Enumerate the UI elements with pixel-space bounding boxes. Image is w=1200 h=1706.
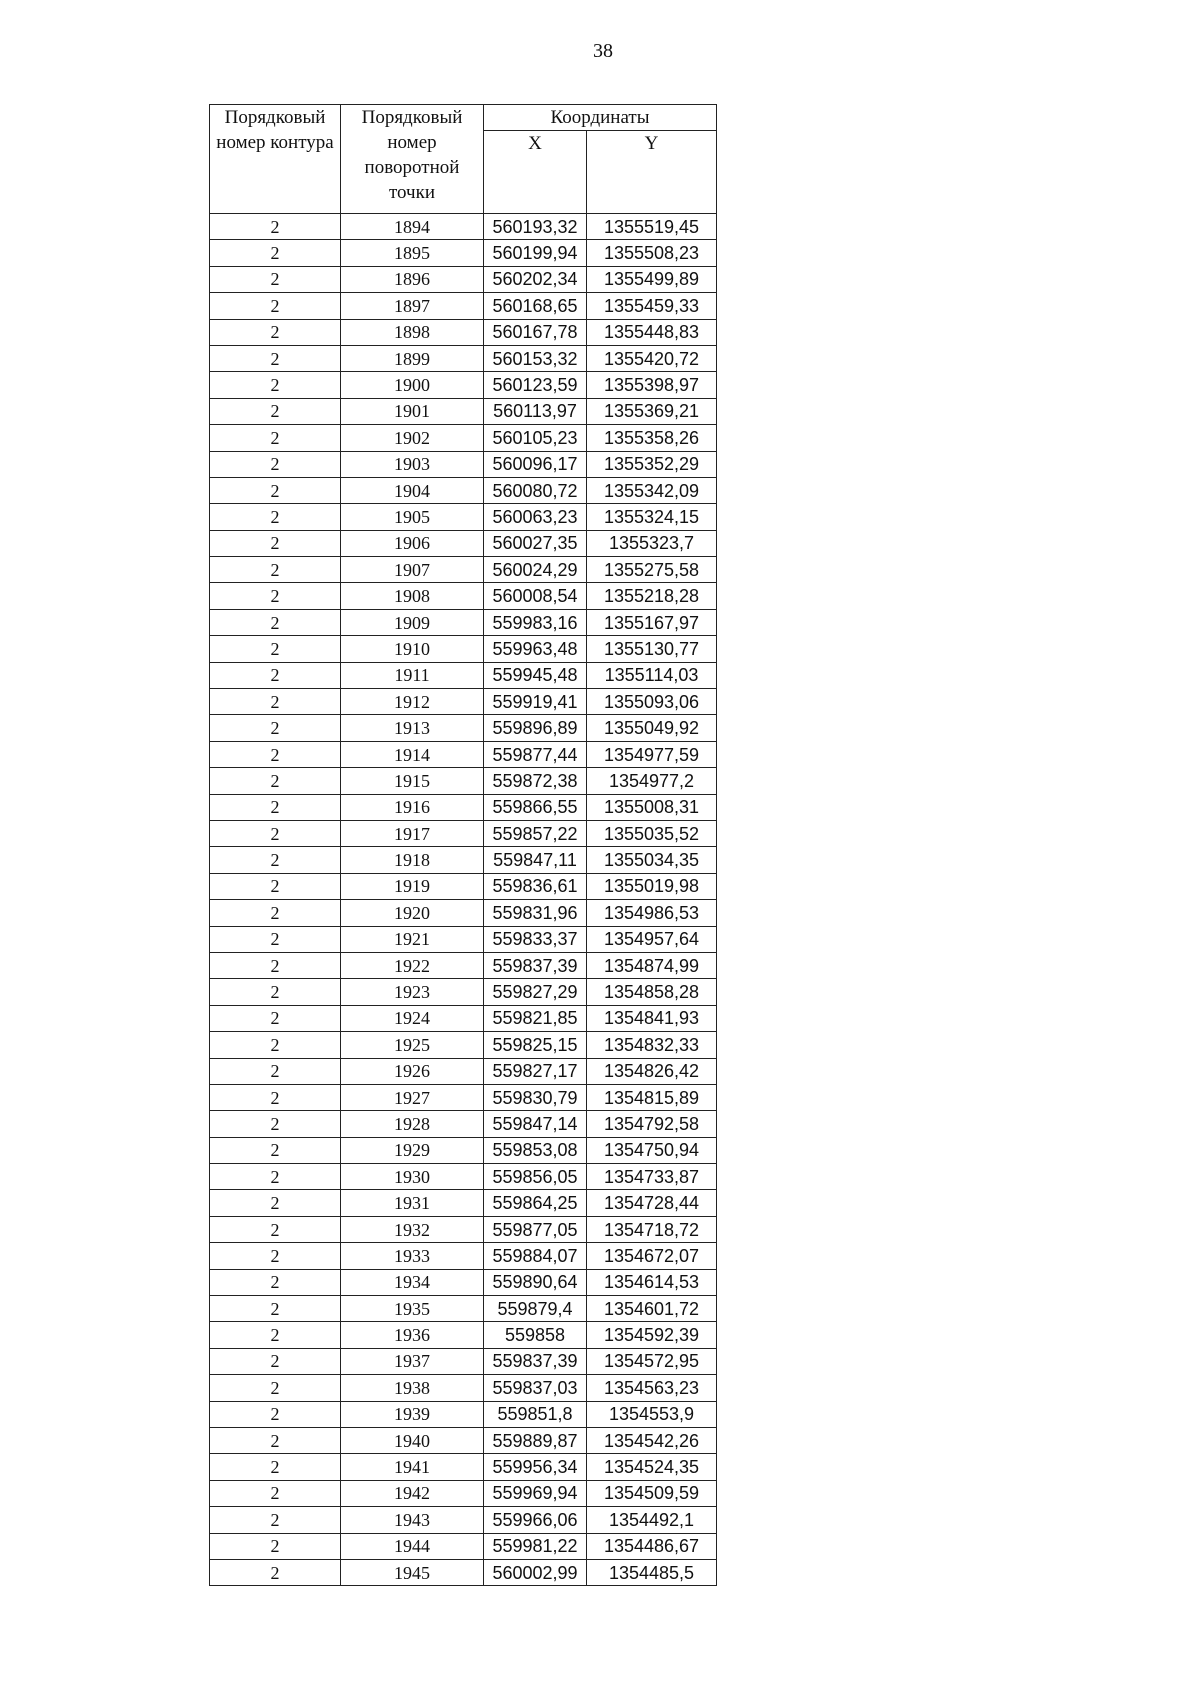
x-cell: 559825,15 xyxy=(484,1032,587,1058)
contour-cell: 2 xyxy=(210,425,341,451)
point-cell: 1908 xyxy=(341,583,484,609)
point-cell: 1914 xyxy=(341,741,484,767)
contour-cell: 2 xyxy=(210,1032,341,1058)
contour-cell: 2 xyxy=(210,1243,341,1269)
point-cell: 1932 xyxy=(341,1216,484,1242)
y-cell: 1355508,23 xyxy=(587,240,717,266)
y-cell: 1355008,31 xyxy=(587,794,717,820)
table-row xyxy=(210,873,717,899)
point-cell: 1939 xyxy=(341,1401,484,1427)
point-cell: 1920 xyxy=(341,900,484,926)
table-row xyxy=(210,926,717,952)
contour-cell: 2 xyxy=(210,530,341,556)
point-cell: 1915 xyxy=(341,768,484,794)
table-row xyxy=(210,979,717,1005)
table-row xyxy=(210,1058,717,1084)
y-cell: 1355167,97 xyxy=(587,609,717,635)
x-cell: 560002,99 xyxy=(484,1559,587,1585)
table-row xyxy=(210,1480,717,1506)
contour-cell: 2 xyxy=(210,1005,341,1031)
table-row xyxy=(210,345,717,371)
point-cell: 1933 xyxy=(341,1243,484,1269)
point-cell: 1943 xyxy=(341,1507,484,1533)
contour-cell: 2 xyxy=(210,1401,341,1427)
contour-cell: 2 xyxy=(210,689,341,715)
table-row xyxy=(210,1084,717,1110)
x-cell: 559879,4 xyxy=(484,1296,587,1322)
point-cell: 1912 xyxy=(341,689,484,715)
contour-cell: 2 xyxy=(210,293,341,319)
y-cell: 1354718,72 xyxy=(587,1216,717,1242)
point-cell: 1937 xyxy=(341,1348,484,1374)
y-cell: 1354815,89 xyxy=(587,1084,717,1110)
y-cell: 1355114,03 xyxy=(587,662,717,688)
y-cell: 1354826,42 xyxy=(587,1058,717,1084)
x-cell: 559858 xyxy=(484,1322,587,1348)
y-cell: 1354841,93 xyxy=(587,1005,717,1031)
y-cell: 1355352,29 xyxy=(587,451,717,477)
x-cell: 559981,22 xyxy=(484,1533,587,1559)
table-row xyxy=(210,1507,717,1533)
table-row xyxy=(210,741,717,767)
coordinates-table xyxy=(209,104,717,1586)
x-cell: 560199,94 xyxy=(484,240,587,266)
y-cell: 1355323,7 xyxy=(587,530,717,556)
contour-cell: 2 xyxy=(210,583,341,609)
x-cell: 559833,37 xyxy=(484,926,587,952)
table-row xyxy=(210,1375,717,1401)
x-cell: 559966,06 xyxy=(484,1507,587,1533)
point-cell: 1940 xyxy=(341,1427,484,1453)
x-cell: 560113,97 xyxy=(484,398,587,424)
y-cell: 1354614,53 xyxy=(587,1269,717,1295)
point-cell: 1945 xyxy=(341,1559,484,1585)
table-row xyxy=(210,900,717,926)
table-body xyxy=(210,214,717,1586)
table-row xyxy=(210,1322,717,1348)
x-cell: 560123,59 xyxy=(484,372,587,398)
x-cell: 559847,11 xyxy=(484,847,587,873)
y-cell: 1355369,21 xyxy=(587,398,717,424)
contour-cell: 2 xyxy=(210,768,341,794)
contour-cell: 2 xyxy=(210,557,341,583)
table-row xyxy=(210,425,717,451)
point-cell: 1919 xyxy=(341,873,484,899)
contour-cell: 2 xyxy=(210,926,341,952)
table-row xyxy=(210,1427,717,1453)
point-cell: 1929 xyxy=(341,1137,484,1163)
x-cell: 559836,61 xyxy=(484,873,587,899)
contour-cell: 2 xyxy=(210,1111,341,1137)
point-cell: 1931 xyxy=(341,1190,484,1216)
y-cell: 1354728,44 xyxy=(587,1190,717,1216)
x-cell: 559969,94 xyxy=(484,1480,587,1506)
y-cell: 1354553,9 xyxy=(587,1401,717,1427)
contour-cell: 2 xyxy=(210,1375,341,1401)
contour-cell: 2 xyxy=(210,372,341,398)
x-cell: 559945,48 xyxy=(484,662,587,688)
contour-cell: 2 xyxy=(210,873,341,899)
y-cell: 1354542,26 xyxy=(587,1427,717,1453)
contour-cell: 2 xyxy=(210,1559,341,1585)
x-cell: 559884,07 xyxy=(484,1243,587,1269)
x-cell: 559837,39 xyxy=(484,952,587,978)
y-cell: 1355049,92 xyxy=(587,715,717,741)
point-cell: 1902 xyxy=(341,425,484,451)
x-cell: 559872,38 xyxy=(484,768,587,794)
point-cell: 1896 xyxy=(341,266,484,292)
y-cell: 1355420,72 xyxy=(587,345,717,371)
point-cell: 1916 xyxy=(341,794,484,820)
x-cell: 559853,08 xyxy=(484,1137,587,1163)
x-cell: 560063,23 xyxy=(484,504,587,530)
y-cell: 1354858,28 xyxy=(587,979,717,1005)
y-cell: 1355019,98 xyxy=(587,873,717,899)
table-row xyxy=(210,1454,717,1480)
x-cell: 559856,05 xyxy=(484,1164,587,1190)
point-cell: 1895 xyxy=(341,240,484,266)
x-cell: 560024,29 xyxy=(484,557,587,583)
y-cell: 1354509,59 xyxy=(587,1480,717,1506)
contour-cell: 2 xyxy=(210,979,341,1005)
x-cell: 560153,32 xyxy=(484,345,587,371)
contour-cell: 2 xyxy=(210,1269,341,1295)
header-point-number: Порядковый номер поворотной точки xyxy=(341,105,484,214)
point-cell: 1918 xyxy=(341,847,484,873)
y-cell: 1355499,89 xyxy=(587,266,717,292)
point-cell: 1935 xyxy=(341,1296,484,1322)
x-cell: 559837,39 xyxy=(484,1348,587,1374)
table-row xyxy=(210,1348,717,1374)
contour-cell: 2 xyxy=(210,1480,341,1506)
x-cell: 559837,03 xyxy=(484,1375,587,1401)
contour-cell: 2 xyxy=(210,1296,341,1322)
point-cell: 1930 xyxy=(341,1164,484,1190)
y-cell: 1355218,28 xyxy=(587,583,717,609)
point-cell: 1906 xyxy=(341,530,484,556)
table-row xyxy=(210,557,717,583)
x-cell: 559830,79 xyxy=(484,1084,587,1110)
point-cell: 1941 xyxy=(341,1454,484,1480)
y-cell: 1354832,33 xyxy=(587,1032,717,1058)
y-cell: 1354563,23 xyxy=(587,1375,717,1401)
point-cell: 1926 xyxy=(341,1058,484,1084)
x-cell: 559831,96 xyxy=(484,900,587,926)
point-cell: 1904 xyxy=(341,477,484,503)
contour-cell: 2 xyxy=(210,319,341,345)
table-row xyxy=(210,1164,717,1190)
contour-cell: 2 xyxy=(210,847,341,873)
table-row xyxy=(210,1111,717,1137)
contour-cell: 2 xyxy=(210,345,341,371)
table-row xyxy=(210,1559,717,1585)
contour-cell: 2 xyxy=(210,1322,341,1348)
contour-cell: 2 xyxy=(210,1427,341,1453)
table-row xyxy=(210,636,717,662)
table-row xyxy=(210,952,717,978)
x-cell: 559889,87 xyxy=(484,1427,587,1453)
point-cell: 1942 xyxy=(341,1480,484,1506)
y-cell: 1355398,97 xyxy=(587,372,717,398)
point-cell: 1899 xyxy=(341,345,484,371)
table-row xyxy=(210,1296,717,1322)
y-cell: 1354750,94 xyxy=(587,1137,717,1163)
contour-cell: 2 xyxy=(210,952,341,978)
table-row xyxy=(210,1401,717,1427)
y-cell: 1355093,06 xyxy=(587,689,717,715)
header-coordinates: Координаты xyxy=(484,105,717,131)
table-row xyxy=(210,214,717,240)
contour-cell: 2 xyxy=(210,451,341,477)
contour-cell: 2 xyxy=(210,662,341,688)
x-cell: 559851,8 xyxy=(484,1401,587,1427)
x-cell: 559983,16 xyxy=(484,609,587,635)
contour-cell: 2 xyxy=(210,1190,341,1216)
table-row xyxy=(210,240,717,266)
x-cell: 559847,14 xyxy=(484,1111,587,1137)
x-cell: 559890,64 xyxy=(484,1269,587,1295)
contour-cell: 2 xyxy=(210,1058,341,1084)
point-cell: 1924 xyxy=(341,1005,484,1031)
contour-cell: 2 xyxy=(210,504,341,530)
contour-cell: 2 xyxy=(210,1454,341,1480)
y-cell: 1355324,15 xyxy=(587,504,717,530)
point-cell: 1922 xyxy=(341,952,484,978)
y-cell: 1355342,09 xyxy=(587,477,717,503)
table-row xyxy=(210,609,717,635)
point-cell: 1921 xyxy=(341,926,484,952)
contour-cell: 2 xyxy=(210,715,341,741)
point-cell: 1925 xyxy=(341,1032,484,1058)
y-cell: 1354792,58 xyxy=(587,1111,717,1137)
y-cell: 1355358,26 xyxy=(587,425,717,451)
point-cell: 1928 xyxy=(341,1111,484,1137)
contour-cell: 2 xyxy=(210,794,341,820)
x-cell: 560080,72 xyxy=(484,477,587,503)
point-cell: 1944 xyxy=(341,1533,484,1559)
header-x: X xyxy=(484,131,587,214)
point-cell: 1897 xyxy=(341,293,484,319)
contour-cell: 2 xyxy=(210,609,341,635)
contour-cell: 2 xyxy=(210,477,341,503)
contour-cell: 2 xyxy=(210,1137,341,1163)
contour-cell: 2 xyxy=(210,214,341,240)
x-cell: 559827,29 xyxy=(484,979,587,1005)
x-cell: 560027,35 xyxy=(484,530,587,556)
table-row xyxy=(210,583,717,609)
table-row xyxy=(210,372,717,398)
point-cell: 1923 xyxy=(341,979,484,1005)
table-row xyxy=(210,1005,717,1031)
contour-cell: 2 xyxy=(210,1216,341,1242)
table-row xyxy=(210,1269,717,1295)
y-cell: 1354486,67 xyxy=(587,1533,717,1559)
contour-cell: 2 xyxy=(210,1164,341,1190)
point-cell: 1903 xyxy=(341,451,484,477)
contour-cell: 2 xyxy=(210,900,341,926)
y-cell: 1355275,58 xyxy=(587,557,717,583)
page-number: 38 xyxy=(593,40,613,62)
contour-cell: 2 xyxy=(210,398,341,424)
point-cell: 1917 xyxy=(341,820,484,846)
table-row xyxy=(210,477,717,503)
table-row xyxy=(210,768,717,794)
x-cell: 559821,85 xyxy=(484,1005,587,1031)
table-row xyxy=(210,1533,717,1559)
point-cell: 1911 xyxy=(341,662,484,688)
table-row xyxy=(210,266,717,292)
y-cell: 1354977,59 xyxy=(587,741,717,767)
table-row xyxy=(210,504,717,530)
x-cell: 560168,65 xyxy=(484,293,587,319)
table-row xyxy=(210,530,717,556)
y-cell: 1354874,99 xyxy=(587,952,717,978)
y-cell: 1354733,87 xyxy=(587,1164,717,1190)
contour-cell: 2 xyxy=(210,820,341,846)
point-cell: 1927 xyxy=(341,1084,484,1110)
header-y: Y xyxy=(587,131,717,214)
x-cell: 559857,22 xyxy=(484,820,587,846)
point-cell: 1913 xyxy=(341,715,484,741)
y-cell: 1354977,2 xyxy=(587,768,717,794)
contour-cell: 2 xyxy=(210,1084,341,1110)
table-row xyxy=(210,1243,717,1269)
x-cell: 559827,17 xyxy=(484,1058,587,1084)
contour-cell: 2 xyxy=(210,636,341,662)
table-row xyxy=(210,319,717,345)
point-cell: 1934 xyxy=(341,1269,484,1295)
y-cell: 1354672,07 xyxy=(587,1243,717,1269)
x-cell: 559963,48 xyxy=(484,636,587,662)
x-cell: 560105,23 xyxy=(484,425,587,451)
point-cell: 1936 xyxy=(341,1322,484,1348)
y-cell: 1355130,77 xyxy=(587,636,717,662)
x-cell: 559877,05 xyxy=(484,1216,587,1242)
table-row xyxy=(210,715,717,741)
y-cell: 1354957,64 xyxy=(587,926,717,952)
point-cell: 1894 xyxy=(341,214,484,240)
x-cell: 560008,54 xyxy=(484,583,587,609)
y-cell: 1355459,33 xyxy=(587,293,717,319)
table-row xyxy=(210,689,717,715)
header-contour-number: Порядковый номер контура xyxy=(210,105,341,214)
table-row xyxy=(210,1137,717,1163)
x-cell: 559864,25 xyxy=(484,1190,587,1216)
table-row xyxy=(210,847,717,873)
x-cell: 560193,32 xyxy=(484,214,587,240)
y-cell: 1354524,35 xyxy=(587,1454,717,1480)
y-cell: 1355448,83 xyxy=(587,319,717,345)
y-cell: 1355035,52 xyxy=(587,820,717,846)
y-cell: 1354986,53 xyxy=(587,900,717,926)
table-row xyxy=(210,451,717,477)
point-cell: 1910 xyxy=(341,636,484,662)
x-cell: 560202,34 xyxy=(484,266,587,292)
y-cell: 1354485,5 xyxy=(587,1559,717,1585)
x-cell: 559956,34 xyxy=(484,1454,587,1480)
point-cell: 1898 xyxy=(341,319,484,345)
point-cell: 1901 xyxy=(341,398,484,424)
x-cell: 559896,89 xyxy=(484,715,587,741)
point-cell: 1938 xyxy=(341,1375,484,1401)
contour-cell: 2 xyxy=(210,1348,341,1374)
x-cell: 559877,44 xyxy=(484,741,587,767)
point-cell: 1907 xyxy=(341,557,484,583)
x-cell: 559919,41 xyxy=(484,689,587,715)
table-row xyxy=(210,398,717,424)
y-cell: 1355034,35 xyxy=(587,847,717,873)
y-cell: 1354492,1 xyxy=(587,1507,717,1533)
table-row xyxy=(210,1190,717,1216)
table-header xyxy=(210,105,717,214)
contour-cell: 2 xyxy=(210,1533,341,1559)
contour-cell: 2 xyxy=(210,741,341,767)
table-row xyxy=(210,820,717,846)
point-cell: 1909 xyxy=(341,609,484,635)
contour-cell: 2 xyxy=(210,266,341,292)
table-row xyxy=(210,1032,717,1058)
contour-cell: 2 xyxy=(210,1507,341,1533)
point-cell: 1905 xyxy=(341,504,484,530)
x-cell: 560096,17 xyxy=(484,451,587,477)
table-row xyxy=(210,1216,717,1242)
table-row xyxy=(210,794,717,820)
point-cell: 1900 xyxy=(341,372,484,398)
table-row xyxy=(210,293,717,319)
y-cell: 1355519,45 xyxy=(587,214,717,240)
contour-cell: 2 xyxy=(210,240,341,266)
y-cell: 1354572,95 xyxy=(587,1348,717,1374)
y-cell: 1354592,39 xyxy=(587,1322,717,1348)
y-cell: 1354601,72 xyxy=(587,1296,717,1322)
x-cell: 559866,55 xyxy=(484,794,587,820)
x-cell: 560167,78 xyxy=(484,319,587,345)
table-row xyxy=(210,662,717,688)
